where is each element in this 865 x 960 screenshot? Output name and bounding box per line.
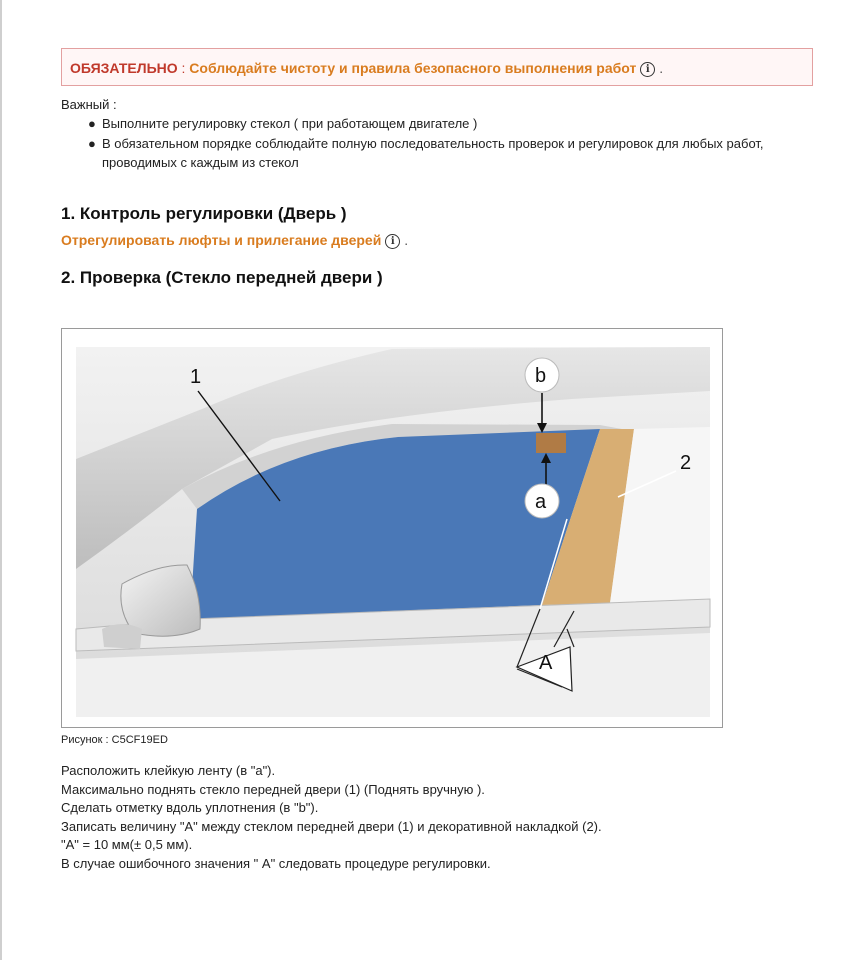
dimension-A-label: A (539, 652, 553, 674)
section-1-title: 1. Контроль регулировки (Дверь ) (61, 204, 347, 223)
step-line: "A" = 10 мм(± 0,5 мм). (61, 837, 193, 852)
adjust-doors-link-text[interactable]: Отрегулировать люфты и прилегание дверей (61, 232, 382, 248)
note-item-text: Выполните регулировку стекол ( при работающем двигателе ) (102, 116, 478, 131)
step-line: Записать величину "A" между стеклом передней двери (1) и декоративной накладкой (2). (61, 818, 602, 834)
safety-rules-link[interactable]: Соблюдайте чистоту и правила безопасного выполнения работ (189, 60, 637, 76)
figure-caption: Рисунок : C5CF19ED (61, 734, 168, 746)
callout-2-label: 2 (680, 452, 692, 474)
adhesive-tape (536, 433, 566, 453)
note-item-text: В обязательном порядке соблюдайте полную последовательность проверок и регулировок для любых работ, (102, 136, 764, 151)
step-line: В случае ошибочного значения " A" следовать процедуре регулировки. (61, 855, 491, 871)
note-list (88, 114, 818, 173)
bullet-icon: ● (88, 136, 96, 151)
info-icon[interactable]: i (640, 62, 655, 77)
step-line: Максимально поднять стекло передней двери (1) (Поднять вручную ). (61, 781, 485, 797)
note-item-continuation: проводимых с каждым из стекол (102, 155, 299, 170)
mirror-base (102, 624, 142, 649)
alert-keyword: ОБЯЗАТЕЛЬНО (70, 60, 178, 76)
info-icon[interactable]: i (385, 234, 400, 249)
procedure-steps (61, 762, 821, 873)
door-illustration (62, 329, 723, 728)
step-line: Сделать отметку вдоль уплотнения (в "b"). (61, 800, 319, 815)
page-edge (0, 0, 2, 960)
callout-a-label: a (535, 491, 547, 513)
door-glass-figure (61, 328, 723, 728)
bullet-icon: ● (88, 116, 96, 131)
note-label: Важный : (61, 97, 117, 112)
section-2-title: 2. Проверка (Стекло передней двери ) (61, 268, 383, 287)
alert-separator: : (177, 60, 190, 76)
list-item (88, 114, 818, 133)
callout-b-label: b (535, 365, 547, 387)
step-line: Расположить клейкую ленту (в "a"). (61, 763, 276, 778)
mandatory-alert (61, 48, 813, 86)
callout-1-label: 1 (190, 366, 202, 388)
adjust-tail: . (400, 232, 409, 248)
list-item (88, 134, 818, 172)
alert-tail: . (655, 60, 664, 76)
adjust-doors-link[interactable] (61, 232, 408, 249)
